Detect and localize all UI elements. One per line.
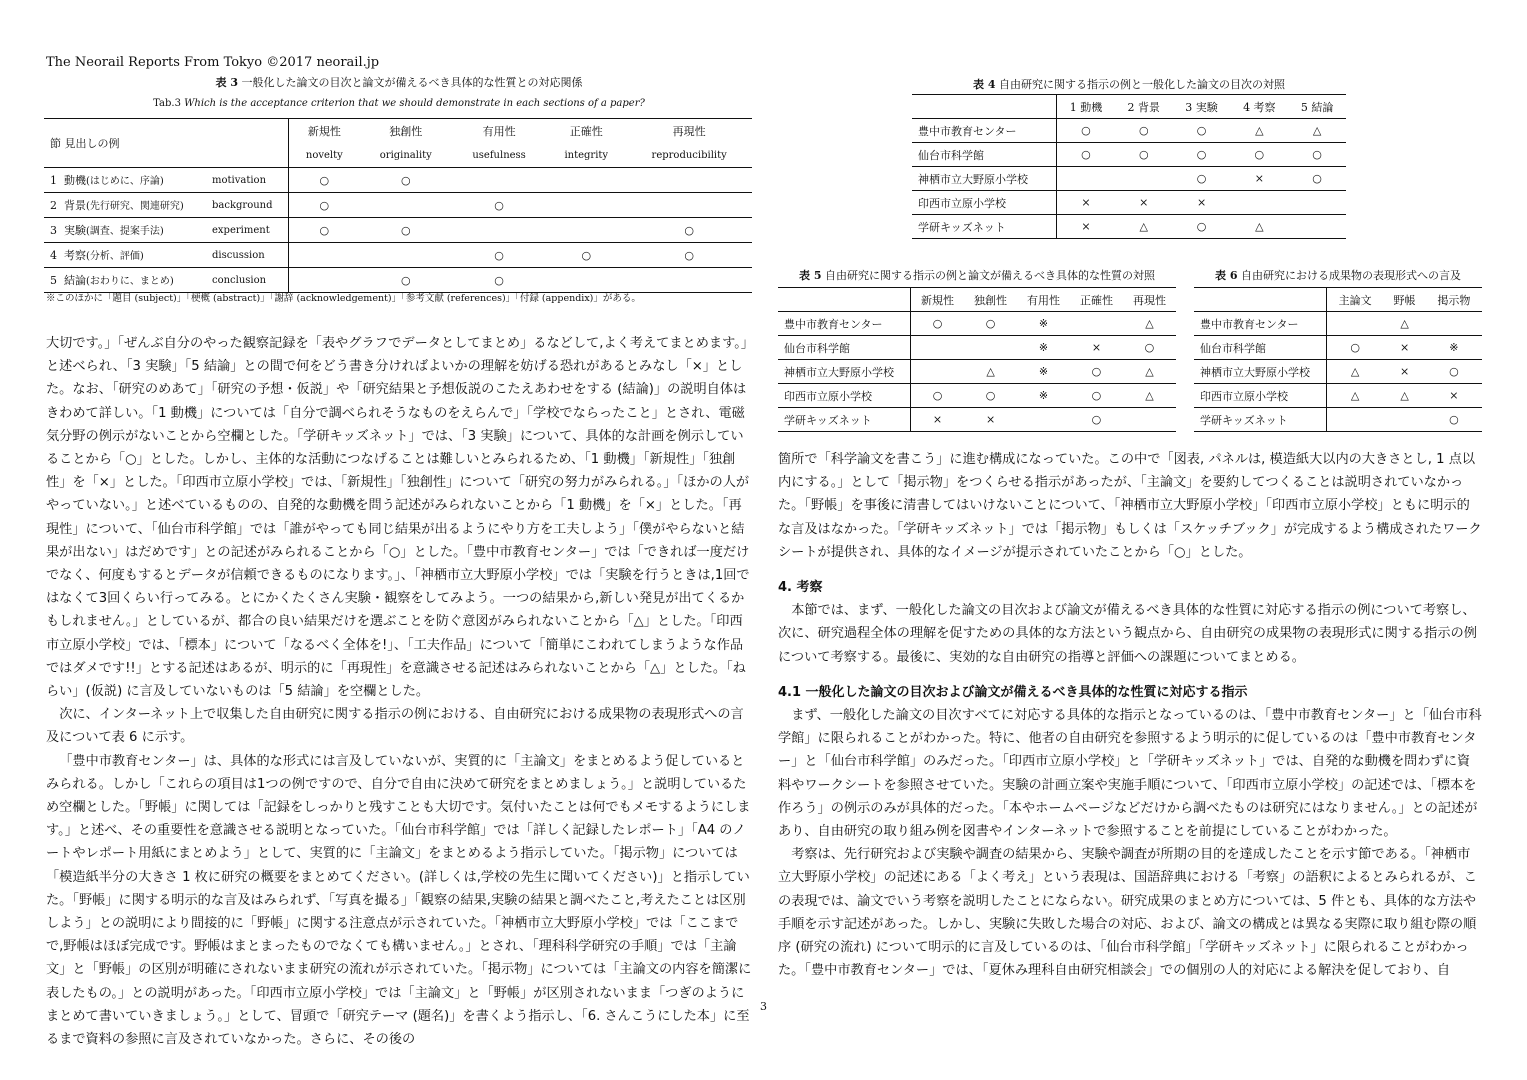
table3-col-ja: 有用性	[482, 125, 516, 138]
body-paragraph: 「豊中市教育センター」は、具体的な形式には言及していないが、実質的に「主論文」をまとめるよう促しているとみられる。しかし「これらの項目は1つの例ですので、自分で自由に決めて研究をまとめましょう。」と説明しているため空欄とした。「野帳」に関しては「記録をしっかりと残すことも大切です。気付いたことは何でもメモするようにします。」と述べ、その重要性を意識させる説明となっていた。「仙台市科学館」では「詳しく記録したレポート」「A4 のノートやレポート用紙にまとめよう」として、実質的に「主論文」をまとめるよう指示していた。「掲示物」については「模造紙半分の大きさ 1 枚に研究の概要をまとめてください。(詳しくは,学校の先生に聞いてください)」と指示していた。「野帳」に関する明示的な言及はみられず、「写真を撮る」「観察の結果,実験の結果と調べたこと,考えたことは区別しよう」との説明により間接的に「野帳」に関する注意点が示されていた。「神栖市立大野原小学校」では「ここまでで,野帳はほぼ完成です。野帳はまとまったものでなくても構いません。」とされ、「理科科学研究の手順」では「主論文」と「野帳」の区別が明確にされないまま研究の流れが示されていた。「掲示物」については「主論文の内容を簡潔に表したもの。」との説明があった。「印西市立原小学校」では「主論文」と「野帳」が区別されないまま「つぎのようにまとめて書いていきましょう。」として、冒頭で「研究テーマ (題名)」を書くよう指示し、「6. さんこうにした本」に至るまで資料の参照に言及されていなかった。さらに、その後の	[46, 753, 752, 1048]
table3-caption	[46, 74, 752, 90]
table4-col: 3 実験	[1185, 100, 1218, 114]
table4-col: 5 結論	[1300, 100, 1334, 114]
table5: 新規性 独創性 有用性 正確性 再現性 豊中市教育センター ○ ○ ※ △ 仙台市科学館 ※ × ○ 神栖市立大野原小学校 △ ※ ○ △ 印西市立原小学校 ○ ○ ※ ○ △ 学研キッズネット × × ○	[778, 287, 1176, 432]
table-row: 3 実験(調査、提案手法) experiment ○ ○ ○	[44, 218, 752, 243]
table-row: 1 動機(はじめに、序論) motivation ○ ○	[44, 168, 752, 193]
body-paragraph: 箇所で「科学論文を書こう」に進む構成になっていた。この中で「図表, パネルは, 模造紙大以内の大きさとし, 1 点以内にする。」として「掲示物」をつくらせる指示があったが、「主論文」を要約してつくることは説明されていなかった。「野帳」を事後に清書してはいけないことについて、「神栖市立大野原小学校」「印西市立原小学校」ともに明示的な言及はなかった。「学研キッズネット」では「掲示物」もしくは「スケッチブック」が完成するよう構成されたワークシートが提供され、具体的なイメージが提示されていたことから「○」とした。	[778, 452, 1482, 560]
table-row: 神栖市立大野原小学校 ○ × ○	[912, 167, 1346, 191]
body-paragraph: 考察は、先行研究および実験や調査の結果から、実験や調査が所期の目的を達成したことを示す節である。「神栖市立大野原小学校」の記述にある「よく考え」という表現は、国語辞典における「考察」の語釈によるとみられるが、この表現では、論文でいう考察を説明したことにならない。研究成果のまとめ方については、5 件とも、具体的な方法や手順を示す記述があった。しかし、実験に失敗した場合の対応、および、論文の構成とは異なる実際に取り組む際の順序 (研究の流れ) について明示的に言及しているのは、「仙台市科学館」「学研キッズネット」に限られることがわかった。「豊中市教育センター」では、「夏休み理科自由研究相談会」での個別の人的対応による解決を促しており、自	[778, 847, 1477, 979]
table-row: 仙台市科学館 ○ × ※	[1194, 336, 1482, 360]
table-row: 神栖市立大野原小学校 △ ※ ○ △	[778, 360, 1176, 384]
table4	[912, 94, 1346, 239]
table3-col-ja: 新規性	[289, 119, 360, 144]
table6-caption: 表 6 自由研究における成果物の表現形式への言及	[1215, 269, 1461, 282]
body-paragraph: まず、一般化した論文の目次すべてに対応する具体的な指示となっているのは、「豊中市教育センター」と「仙台市科学館」に限られることがわかった。特に、他者の自由研究を参照するよう明示的に促しているのは「豊中市教育センター」と「仙台市科学館」のみだった。「印西市立原小学校」と「学研キッズネット」では、自発的な動機を問わずに資料やワークシートを参照させていた。実験の計画立案や実施手順について、「印西市立原小学校」の記述では、「標本を作ろう」の例示のみが具体的だった。「本やホームページなどだけから調べたものは研究にはなりません。」との記述があり、自由研究の取り組み例を図書やインターネットで参照することを前提にしていることがわかった。	[778, 708, 1482, 840]
table4-col: 4 考察	[1243, 100, 1276, 114]
table-row: 学研キッズネット ○	[1194, 408, 1482, 432]
table6: 主論文 野帳 掲示物 豊中市教育センター △ 仙台市科学館 ○ × ※ 神栖市立大野原小学校 △ × ○ 印西市立原小学校 △ △ × 学研キッズネット ○	[1194, 287, 1482, 432]
table5-caption: 表 5 自由研究に関する指示の例と論文が備えるべき具体的な性質の対照	[799, 269, 1155, 282]
table3-col0: 節 見出しの例	[44, 119, 289, 168]
table-row: 5 結論(おわりに、まとめ) conclusion ○ ○	[44, 268, 752, 293]
page-number: 3	[760, 1000, 767, 1013]
running-header: The Neorail Reports From Tokyo ©2017 neorail.jp	[46, 55, 380, 70]
table-row: 豊中市教育センター △	[1194, 312, 1482, 336]
table-row: 学研キッズネット × × ○	[778, 408, 1176, 432]
table-row: 豊中市教育センター ○ ○ ※ △	[778, 312, 1176, 336]
table-row: 4 考察(分析、評価) discussion ○ ○ ○	[44, 243, 752, 268]
table3-col-en: usefulness	[472, 149, 526, 161]
section-heading: 4. 考察	[778, 580, 823, 596]
subsection-heading: 4.1 一般化した論文の目次および論文が備えるべき具体的な性質に対応する指示	[778, 684, 1248, 700]
table3-caption-en: Tab.3 Which is the acceptance criterion that we should demonstrate in each sections of a paper?	[153, 98, 645, 109]
table3-label: 表 3	[215, 76, 238, 89]
body-paragraph: 次に、インターネット上で収集した自由研究に関する指示の例における、自由研究における成果物の表現形式への言及について表 6 に示す。	[46, 707, 744, 746]
table4-caption: 表 4 自由研究に関する指示の例と一般化した論文の目次の対照	[973, 78, 1285, 91]
table3-col-ja: 再現性	[672, 125, 706, 138]
body-paragraph: 本節では、まず、一般化した論文の目次および論文が備えるべき具体的な性質に対応する指示の例について考察し、次に、研究過程全体の理解を促すための具体的な方法という観点から、自由研究の成果物の表現形式に関する指示の例について考察する。最後に、実効的な自由研究の指導と評価への課題についてまとめる。	[778, 603, 1477, 665]
table-row: 印西市立原小学校 △ △ ×	[1194, 384, 1482, 408]
table-row: 印西市立原小学校 × × ×	[912, 191, 1346, 215]
table3-col-en: originality	[379, 149, 432, 161]
table4-col: 1 動機	[1057, 95, 1115, 119]
table4-col: 2 背景	[1127, 100, 1161, 114]
body-paragraph: 大切です。」「ぜんぶ自分のやった観察記録を「表やグラフでデータとしてまとめ」るなどして,よく考えてまとめます。」と述べられ、「3 実験」「5 結論」との間で何をどう書き分ければよいかの理解を妨げる恐れがあるとみなし「×」とした。なお、「研究のめあて」「研究の予想・仮説」や「研究結果と予想仮説のこたえあわせをする (結論)」の説明自体はきわめて詳しい。「1 動機」については「自分で調べられそうなものをえらんで」「学校でならったこと」とされ、電磁気分野の例示がないことから空欄とした。「学研キッズネット」では、「3 実験」について、具体的な計画を例示していることから「○」とした。しかし、主体的な活動につなげることは難しいとみられるため、「1 動機」「新規性」「独創性」を「×」とした。「印西市立原小学校」では、「新規性」「独創性」について「研究の努力がみられる。」「ほかの人がやっていない。」と述べているものの、自発的な動機を問う記述がみられないことから「1 動機」を「×」とした。「再現性」について、「仙台市科学館」では「誰がやっても同じ結果が出るようにやり方を工夫しよう」「僕がやらないと結果が出ない」はだめです」との記述がみられることから「○」とした。「豊中市教育センター」では「できれば一度だけでなく、何度もするとデータが信頼できるものになります。」、「神栖市立大野原小学校」では「実験を行うときは,1回ではなくて3回くらい行ってみる。とにかくたくさん実験・観察をしてみよう。一つの結果から,新しい発見が出てくるかもしれません。」としているが、都合の良い結果だけを選ぶことを防ぐ意図がみられないことから「△」とした。「印西市立原小学校」では、「標本」について「なるべく全体を!」、「工夫作品」について「簡単にこわれてしまうような作品ではダメです!!」とする記述はあるが、明示的に「再現性」を意識させる記述はみられないことから「△」とした。「ねらい」(仮説) に言及していないものは「5 結論」を空欄とした。	[46, 336, 750, 700]
table3-col-en: reproducibility	[651, 149, 727, 161]
table3	[44, 118, 752, 293]
table-row: 豊中市教育センター ○ ○ ○ △ △	[912, 119, 1346, 143]
table3-col-ja: 独創性	[389, 125, 423, 138]
table3-col-en: novelty	[289, 143, 360, 168]
right-body-column	[778, 448, 1482, 1004]
table-row: 神栖市立大野原小学校 △ × ○	[1194, 360, 1482, 384]
table3-col-en: integrity	[564, 149, 609, 161]
table-row: 印西市立原小学校 ○ ○ ※ ○ △	[778, 384, 1176, 408]
table-row: 学研キッズネット × △ ○ △	[912, 215, 1346, 239]
table-row: 仙台市科学館 ○ ○ ○ ○ ○	[912, 143, 1346, 167]
table-row: 2 背景(先行研究、関連研究) background ○ ○	[44, 193, 752, 218]
left-body-column	[46, 332, 752, 1048]
table-row: 仙台市科学館 ※ × ○	[778, 336, 1176, 360]
table3-caption-text: 一般化した論文の目次と論文が備えるべき具体的な性質との対応関係	[241, 76, 583, 89]
table3-col-ja: 正確性	[569, 125, 603, 138]
table3-note: ※このほかに「題目 (subject)」「梗概 (abstract)」「謝辞 (acknowledgement)」「参考文献 (references)」「付録 (appendix)」がある。	[46, 293, 641, 304]
